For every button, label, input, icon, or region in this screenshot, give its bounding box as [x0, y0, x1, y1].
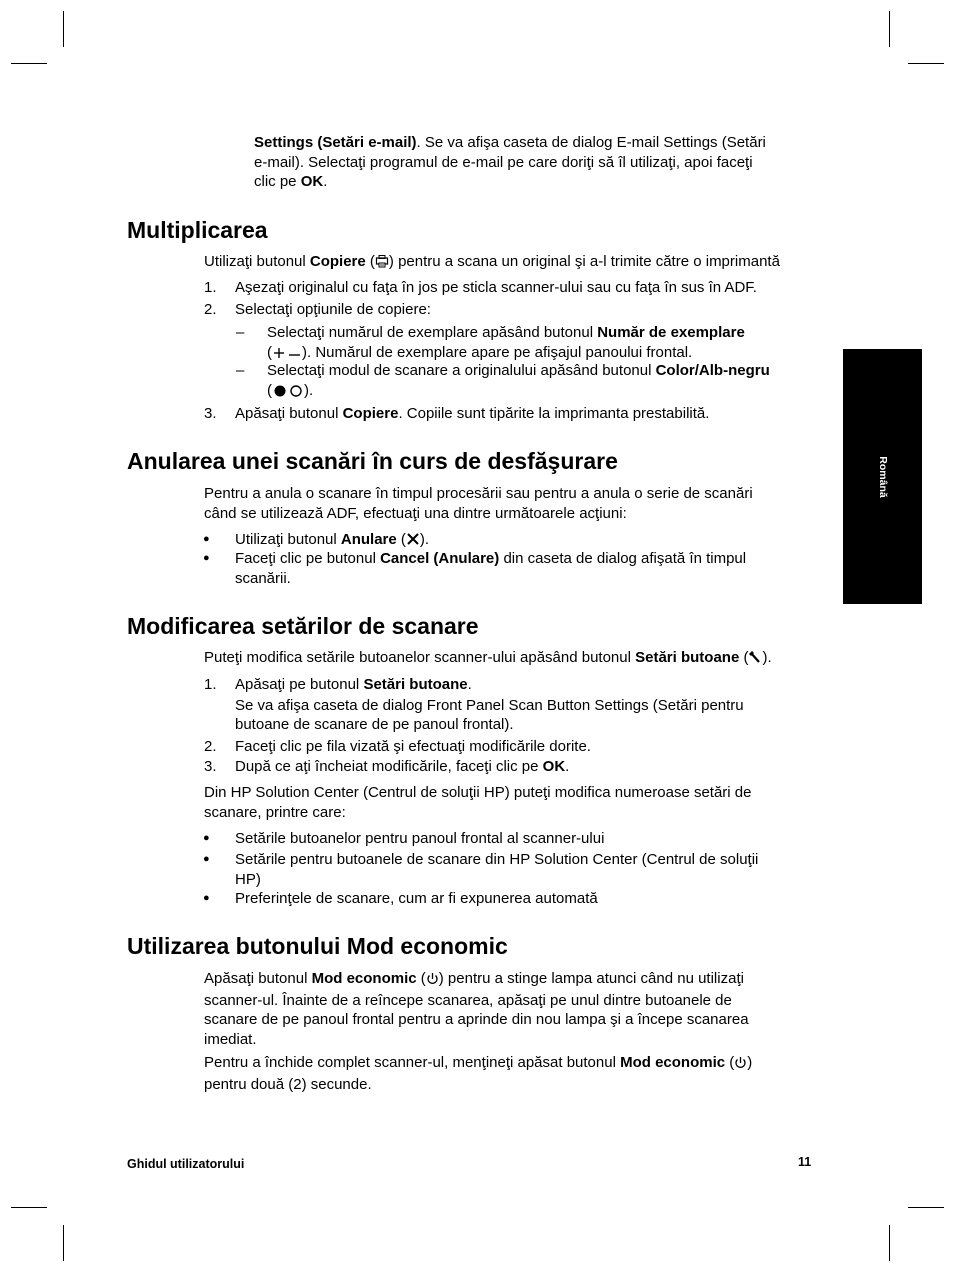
list-item [235, 757, 569, 777]
text: Selectaţi numărul de exemplare apăsând butonul [267, 324, 598, 341]
text: Selectaţi modul de scanare a originalului apăsând butonul [267, 362, 656, 379]
bullet-item: Preferinţele de scanare, cum ar fi expunerea automată [235, 890, 598, 907]
bullet-item [235, 850, 758, 889]
bw-icon [288, 383, 304, 403]
text: Apăsaţi butonul [235, 405, 343, 422]
crop-mark [889, 1225, 890, 1261]
text: ). [762, 649, 772, 666]
power-icon [426, 971, 439, 991]
text-line: HP) [235, 870, 261, 888]
text: ( [739, 649, 749, 666]
text: Puteţi modifica setările butoanelor scanner-ului apăsând butonul [204, 649, 636, 666]
text: ). Numărul de exemplare apare pe afişajul panoului frontal. [302, 343, 693, 361]
s2-paragraph [204, 484, 753, 523]
intro-text: . Se va afişa caseta de dialog E-mail Settings (Setări [416, 134, 766, 151]
s4-paragraph-2 [204, 1053, 752, 1094]
bullet: ● [203, 533, 210, 545]
text: ( [725, 1054, 735, 1071]
bullet: ● [203, 853, 210, 865]
list-number: 1. [204, 676, 217, 693]
list-number: 1. [204, 279, 217, 296]
text: Pentru a închide complet scanner-ul, menţineţi apăsat butonul [204, 1054, 621, 1071]
text: Apăsaţi butonul [204, 970, 312, 987]
dash-marker: – [236, 324, 245, 341]
text: ( [365, 253, 375, 270]
list-number: 2. [204, 301, 217, 318]
list-item: Faceţi clic pe fila vizată şi efectuaţi modificările dorite. [235, 738, 591, 755]
copy-icon [375, 254, 389, 274]
power-icon [734, 1055, 747, 1075]
crop-mark [11, 1207, 47, 1208]
text: din caseta de dialog afişată în timpul [499, 550, 747, 567]
bold-text: Setări butoane [635, 649, 740, 666]
crop-mark [63, 11, 64, 47]
bold-text: Setări butoane [363, 676, 468, 693]
text-line: scanare de pe panoul frontal pentru a aprinde din nou lampa şi a începe scanarea [204, 1011, 749, 1028]
intro-text: clic pe [254, 173, 301, 190]
text: ( [416, 970, 426, 987]
s3-paragraph-2 [204, 783, 752, 822]
bullet-item: Setările butoanelor pentru panoul frontal al scanner-ului [235, 830, 605, 847]
intro-text: . [323, 173, 328, 190]
footer-title: Ghidul utilizatorului [127, 1157, 245, 1171]
text: Utilizaţi butonul [204, 253, 310, 270]
bold-text: Cancel (Anulare) [380, 550, 500, 567]
bold-text: Copiere [309, 253, 366, 270]
bold-text: Anulare [340, 531, 397, 548]
text-line: Pentru a anula o scanare în timpul procesării sau pentru a anula o serie de scanări [204, 485, 753, 502]
text: . Copiile sunt tipărite la imprimanta prestabilită. [398, 405, 710, 422]
text: ( [267, 381, 272, 399]
language-side-tab [843, 349, 922, 604]
bold-text: Mod economic [620, 1054, 726, 1071]
bullet: ● [203, 552, 210, 564]
text: . [467, 676, 472, 693]
text: ). [419, 531, 430, 548]
bold-text: Număr de exemplare [597, 324, 745, 341]
crop-mark [63, 1225, 64, 1261]
text: ( [267, 343, 272, 361]
text-line: Din HP Solution Center (Centrul de soluţii HP) puteţi modifica numeroase setări de [204, 784, 752, 801]
section-title-modificarea: Modificarea setărilor de scanare [127, 613, 479, 639]
text-line: când se utilizează ADF, efectuaţi una dintre următoarele acţiuni: [204, 504, 627, 522]
text: ) pentru a stinge lampa atunci când nu utilizaţi [438, 970, 744, 987]
intro-bold: Settings (Setări e-mail) [254, 134, 417, 151]
text-line: scanării. [235, 569, 291, 587]
text-line: scanner-ul. Înainte de a reîncepe scanarea, apăsaţi pe unul dintre butoanele de [204, 991, 732, 1009]
intro-paragraph [254, 133, 766, 192]
bullet-item [235, 549, 746, 588]
dash-marker: – [236, 362, 245, 379]
crop-mark [889, 11, 890, 47]
crop-mark [908, 1207, 944, 1208]
intro-line: e-mail). Selectaţi programul de e-mail pe care doriţi să îl utilizaţi, apoi faceţi [254, 153, 753, 171]
color-icon [272, 383, 288, 403]
list-item [235, 404, 709, 424]
text: ) pentru a scana un original şi a-l trimite către o imprimantă [388, 253, 780, 270]
bold-text: Copiere [342, 405, 399, 422]
page-number: 11 [798, 1155, 812, 1169]
text-line: butoane de scanare de pe panoul frontal). [235, 716, 514, 733]
list-number: 2. [204, 738, 217, 755]
s1-paragraph [204, 252, 780, 274]
text: ). [304, 381, 314, 399]
bold-text: OK [542, 758, 566, 775]
list-number: 3. [204, 405, 217, 422]
text-line: scanare, printre care: [204, 803, 346, 821]
sub-item [267, 323, 745, 364]
text: . [565, 758, 570, 775]
list-item: Aşezaţi originalul cu faţa în jos pe sticla scanner-ului sau cu faţa în sus în ADF. [235, 279, 757, 296]
text-line: Setările pentru butoanele de scanare din HP Solution Center (Centrul de soluţii [235, 851, 759, 868]
sub-item [267, 361, 770, 402]
section-title-anularea: Anularea unei scanări în curs de desfăşurare [127, 448, 618, 474]
list-number: 3. [204, 758, 217, 775]
text: Apăsaţi pe butonul [235, 676, 364, 693]
text: Faceţi clic pe butonul [235, 550, 381, 567]
s4-paragraph-1 [204, 969, 749, 1049]
text: Utilizaţi butonul [235, 531, 341, 548]
intro-bold: OK [300, 173, 324, 190]
bold-text: Color/Alb-negru [655, 362, 770, 379]
bullet: ● [203, 832, 210, 844]
bold-text: Mod economic [311, 970, 417, 987]
bullet: ● [203, 892, 210, 904]
list-item: Selectaţi opţiunile de copiere: [235, 301, 431, 318]
text-line: imediat. [204, 1030, 257, 1048]
section-title-multiplicarea: Multiplicarea [127, 217, 268, 243]
list-item [235, 675, 744, 735]
language-label: Română [876, 455, 889, 498]
text-line: pentru două (2) secunde. [204, 1075, 372, 1093]
wrench-icon [748, 650, 762, 670]
crop-mark [11, 63, 47, 64]
s3-paragraph [204, 648, 772, 670]
crop-mark [908, 63, 944, 64]
text-line: Se va afişa caseta de dialog Front Panel Scan Button Settings (Setări pentru [235, 696, 744, 714]
section-title-mod-economic: Utilizarea butonului Mod economic [127, 933, 508, 959]
text: ( [396, 531, 406, 548]
text: După ce aţi încheiat modificările, faceţi clic pe [235, 758, 543, 775]
text: ) [747, 1054, 753, 1071]
